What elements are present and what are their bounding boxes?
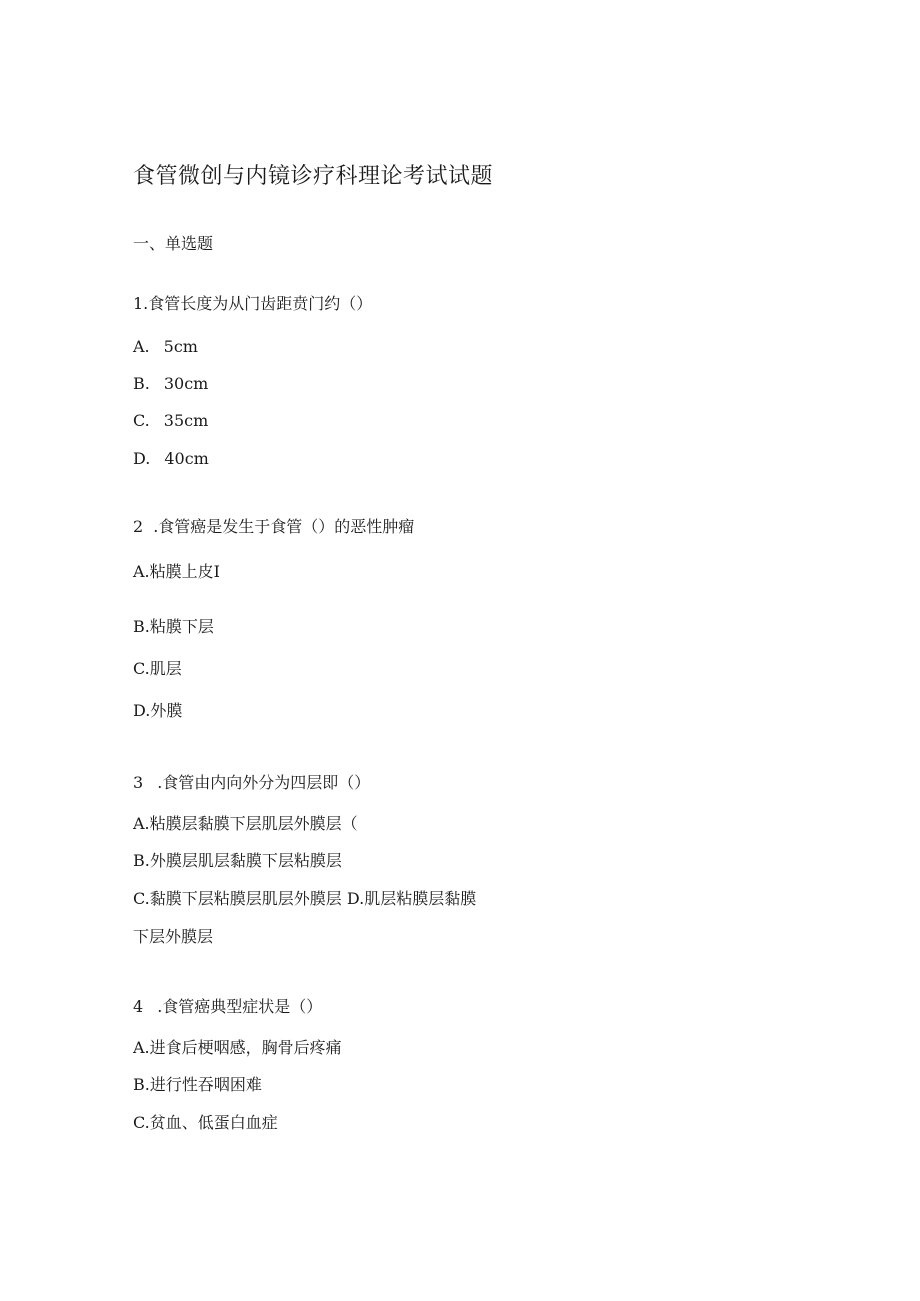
option-letter: C. [133, 411, 150, 430]
question-text: .食管癌典型症状是（） [157, 997, 323, 1016]
option-text: 40cm [164, 449, 209, 468]
question-number: 1. [133, 294, 149, 313]
question-text: .食管癌是发生于食管（）的恶性肿瘤 [153, 517, 415, 536]
option-4c: C.贫血、低蛋白血症 [133, 1113, 278, 1132]
question-number: 3 [133, 773, 144, 792]
option-3b: B.外膜层肌层黏膜下层粘膜层 [133, 851, 342, 870]
option-3c-d: C.黏膜下层粘膜层肌层外膜层 D.肌层粘膜层黏膜 [133, 889, 477, 908]
option-2d: D.外膜 [133, 701, 183, 720]
question-number: 4 [133, 997, 144, 1016]
option-2c: C.肌层 [133, 659, 182, 678]
option-letter: D. [133, 449, 151, 468]
option-letter: B. [133, 374, 150, 393]
question-1 [133, 296, 372, 312]
option-4b: B.进行性吞咽困难 [133, 1075, 262, 1094]
option-3a: A.粘膜层黏膜下层肌层外膜层（ [133, 814, 358, 833]
option-4a: A.进食后梗咽感，胸骨后疼痛 [133, 1038, 342, 1057]
option-3d-continued: 下层外膜层 [133, 927, 214, 946]
question-text: .食管由内向外分为四层即（） [157, 773, 371, 792]
question-number: 2 [133, 517, 144, 536]
option-1a [133, 339, 198, 355]
question-2 [133, 519, 414, 535]
option-text: 35cm [163, 411, 209, 430]
option-text: 5cm [163, 337, 198, 356]
page-title: 食管微创与内镜诊疗科理论考试试题 [133, 164, 494, 189]
question-3 [133, 775, 370, 791]
option-text: 30cm [163, 374, 209, 393]
section-heading: 一、单选题 [133, 234, 214, 253]
option-1d [133, 451, 209, 467]
option-2b: B.粘膜下层 [133, 617, 214, 636]
question-text: 食管长度为从门齿距贲门约（） [148, 294, 373, 313]
option-letter: A. [133, 337, 150, 356]
option-1c [133, 413, 208, 429]
option-1b [133, 376, 208, 392]
option-2a: A.粘膜上皮I [133, 562, 220, 581]
question-4 [133, 999, 322, 1015]
